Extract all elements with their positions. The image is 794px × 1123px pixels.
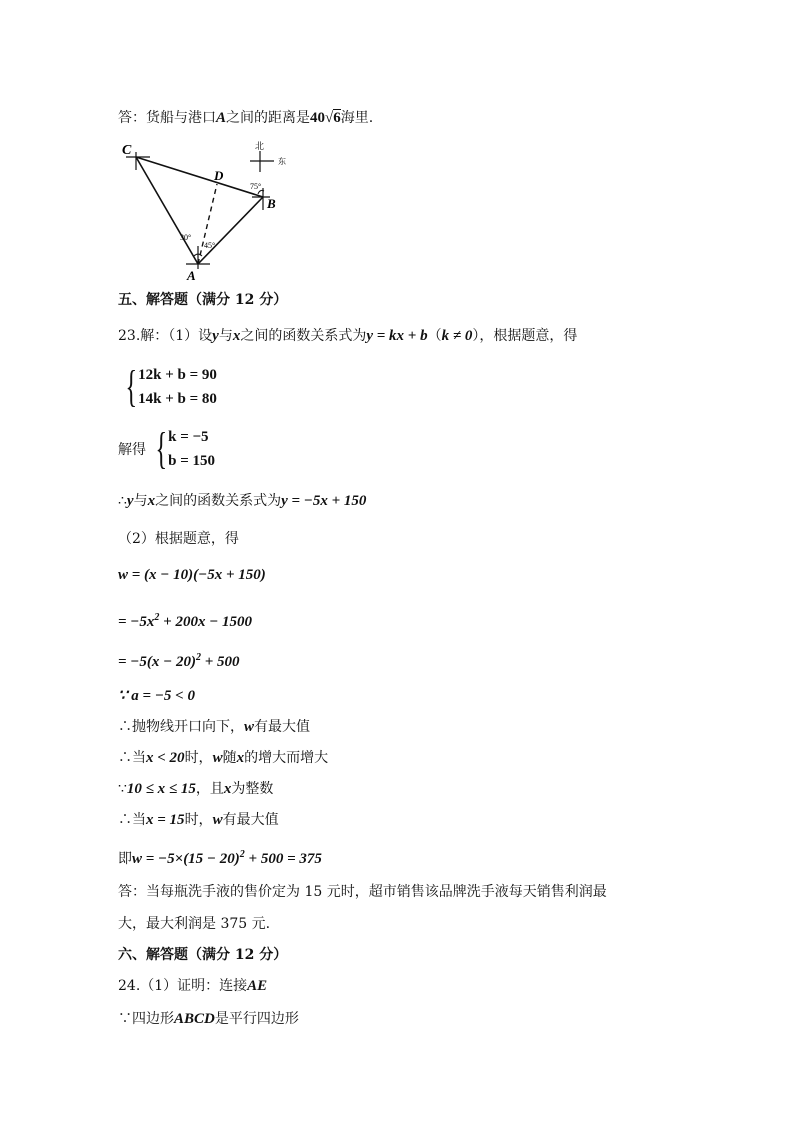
when-w: w [212,750,223,766]
when-d: 的增大而增大 [244,750,329,766]
w-eq3-sup: 2 [195,652,201,663]
range-b: ，且 [195,781,224,797]
max-b: 时， [184,812,213,828]
w-eq2-pre: = −5x [118,614,155,630]
label-c: C [122,143,132,158]
w-eq3-post: + 500 [200,654,240,670]
label-b: B [267,196,276,211]
when-a: ∴当 [118,750,146,766]
solve-label: 解得 [118,442,146,458]
ie-eq-pre: w = −5×(15 − 20) [132,851,240,867]
q24-line2-var: ABCD [174,1011,215,1027]
q24-line1-var: AE [247,978,268,994]
q23-intro-a: 23.解：（1）设 [118,328,213,344]
q24-line2-b: 是平行四边形 [214,1011,299,1027]
label-east: 东 [278,157,286,166]
label-north: 北 [255,141,265,151]
therefore-x: x [147,493,156,509]
sys2-row1: k = −5 [168,429,209,445]
range-cond: 10 ≤ x ≤ 15 [126,781,196,797]
q23-intro-cond: k ≠ 0 [441,328,473,344]
range-x: x [223,781,232,797]
ie-eq-sup: 2 [239,849,245,860]
answer-distance-var: A [216,110,227,126]
therefore-y: y [126,493,134,509]
sqrt-symbol: √ [325,110,334,126]
q23-intro-b: 与 [218,328,233,344]
q24-line2 [118,1009,299,1029]
dashed-ad [198,184,217,264]
ie-eq-post: + 500 = 375 [244,851,322,867]
q23-intro-y: y [212,328,219,344]
equation-system-2 [118,425,215,473]
parabola-w: w [244,719,255,735]
therefore-b: 与 [133,493,148,509]
triangle-figure [114,138,304,283]
because-line: ∵ a = −5 < 0 [118,688,195,704]
max-line [118,810,279,830]
therefore-a: ∴ [118,493,127,509]
when-b: 时， [184,750,213,766]
part2-line: （2）根据题意，得 [118,531,239,547]
answer-distance-coef: 40 [310,110,326,126]
answer-distance-suffix: 海里. [340,110,374,126]
max-c: 有最大值 [222,812,279,828]
therefore-line [118,491,366,511]
angle-75-label: 75° [250,182,262,191]
therefore-eq: y = −5x + 150 [281,493,367,509]
max-cond: x = 15 [146,812,185,828]
parabola-b: 有最大值 [254,719,311,735]
answer-line2: 大，最大利润是 375 元. [118,916,271,932]
w-eq2-post: + 200x − 1500 [159,614,253,630]
sys1-row2: 14k + b = 80 [138,391,217,407]
sys2-row2: b = 150 [168,453,216,469]
ie-line [118,845,322,869]
label-d: D [214,168,224,183]
parabola-line [118,717,310,737]
angle-30-label: 30° [180,233,192,242]
q23-intro-e: ），根据题意，得 [472,328,578,344]
w-eq2-sup: 2 [154,612,160,623]
answer-line1: 答：当每瓶洗手液的售价定为 15 元时，超市销售该品牌洗手液每天销售利润最 [118,884,607,900]
when-cond: x < 20 [146,750,185,766]
q23-intro-x: x [232,328,241,344]
max-w: w [212,812,223,828]
q23-intro-eq: y = kx + b [366,328,428,344]
label-a: A [187,268,196,283]
section6-heading: 六、解答题（满分 12 分） [118,947,288,963]
answer-distance-mid: 之间的距离是 [226,110,311,126]
when-c: 随 [222,750,237,766]
answer-distance-line [118,108,373,128]
angle-45-label: 45° [204,241,216,250]
w-eq2 [118,608,252,632]
brace-1: { [125,362,138,411]
w-eq1: w = (x − 10)(−5x + 150) [118,567,266,583]
equation-system-1 [116,363,217,411]
when-x: x [236,750,245,766]
q24-line2-a: ∵四边形 [118,1011,174,1027]
range-a: ∵ [118,781,127,797]
sys1-row1: 12k + b = 90 [138,367,217,383]
answer-distance-prefix: 答：货船与港口 [118,110,216,126]
section5-heading: 五、解答题（满分 12 分） [118,292,288,308]
answer-distance-rad: 6 [333,110,341,126]
when-line [118,748,328,768]
ie-eq [132,851,322,867]
q24-line1 [118,976,267,996]
parabola-a: ∴抛物线开口向下， [118,719,244,735]
range-line [118,779,273,799]
brace-2: { [155,424,168,473]
range-c: 为整数 [231,781,274,797]
therefore-c: 之间的函数关系式为 [155,493,282,509]
w-eq3-pre: = −5(x − 20) [118,654,196,670]
q23-intro-c: 之间的函数关系式为 [240,328,367,344]
q24-line1-a: 24.（1）证明：连接 [118,978,248,994]
q23-intro [118,326,577,346]
q23-intro-d: （ [427,328,442,344]
side-ab [198,197,263,264]
w-eq3 [118,648,240,672]
max-a: ∴当 [118,812,146,828]
ie-a: 即 [118,851,132,867]
